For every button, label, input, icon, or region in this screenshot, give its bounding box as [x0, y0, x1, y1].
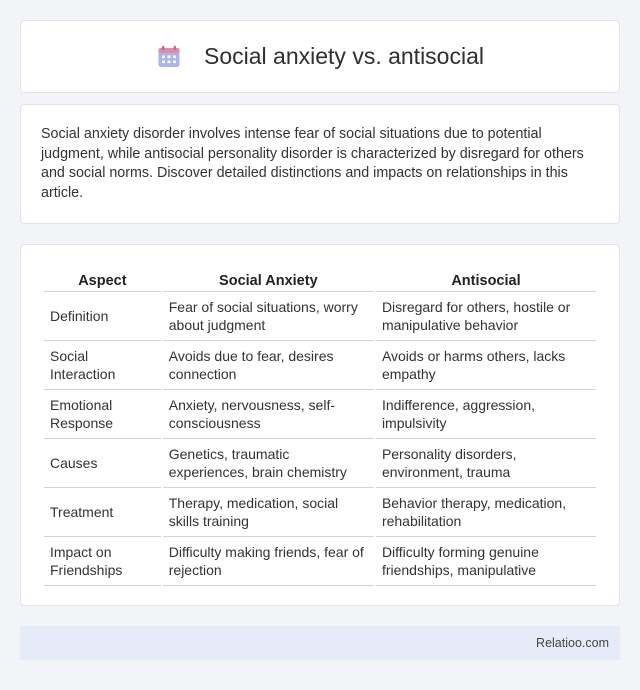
- row-social-anxiety: Therapy, medication, social skills training: [163, 488, 374, 537]
- row-social-anxiety: Difficulty making friends, fear of rejection: [163, 537, 374, 586]
- row-aspect: Treatment: [44, 488, 161, 537]
- table-header-row: [44, 264, 596, 292]
- row-social-anxiety: Genetics, traumatic experiences, brain chemistry: [163, 439, 374, 488]
- intro-card: [20, 104, 620, 224]
- row-aspect: Definition: [44, 292, 161, 341]
- table-row: [44, 537, 596, 586]
- row-aspect: Emotional Response: [44, 390, 161, 439]
- table-row: [44, 292, 596, 341]
- row-antisocial: Difficulty forming genuine friendships, manipulative: [376, 537, 596, 586]
- table-row: [44, 341, 596, 390]
- row-social-anxiety: Avoids due to fear, desires connection: [163, 341, 374, 390]
- column-header-aspect: Aspect: [44, 264, 161, 292]
- calendar-icon: [156, 44, 182, 70]
- row-social-anxiety: Anxiety, nervousness, self-consciousness: [163, 390, 374, 439]
- row-antisocial: Indifference, aggression, impulsivity: [376, 390, 596, 439]
- table-row: [44, 390, 596, 439]
- row-antisocial: Avoids or harms others, lacks empathy: [376, 341, 596, 390]
- row-aspect: Impact on Friendships: [44, 537, 161, 586]
- comparison-table: [42, 264, 598, 586]
- row-social-anxiety: Fear of social situations, worry about judgment: [163, 292, 374, 341]
- comparison-table-card: [20, 244, 620, 606]
- row-antisocial: Behavior therapy, medication, rehabilitation: [376, 488, 596, 537]
- footer-bar: [20, 626, 620, 660]
- column-header-antisocial: Antisocial: [376, 264, 596, 292]
- footer-brand: Relatioo.com: [536, 636, 609, 650]
- row-aspect: Social Interaction: [44, 341, 161, 390]
- table-row: [44, 439, 596, 488]
- table-row: [44, 488, 596, 537]
- column-header-social-anxiety: Social Anxiety: [163, 264, 374, 292]
- row-aspect: Causes: [44, 439, 161, 488]
- row-antisocial: Disregard for others, hostile or manipulative behavior: [376, 292, 596, 341]
- row-antisocial: Personality disorders, environment, trauma: [376, 439, 596, 488]
- intro-text: Social anxiety disorder involves intense fear of social situations due to potential judgment, while antisocial personality disorder is characterized by disregard for others and social norms. Discover detailed distinctions and impacts on relationships in this article.: [41, 126, 584, 201]
- title-card: [20, 20, 620, 93]
- page-title: Social anxiety vs. antisocial: [204, 43, 484, 69]
